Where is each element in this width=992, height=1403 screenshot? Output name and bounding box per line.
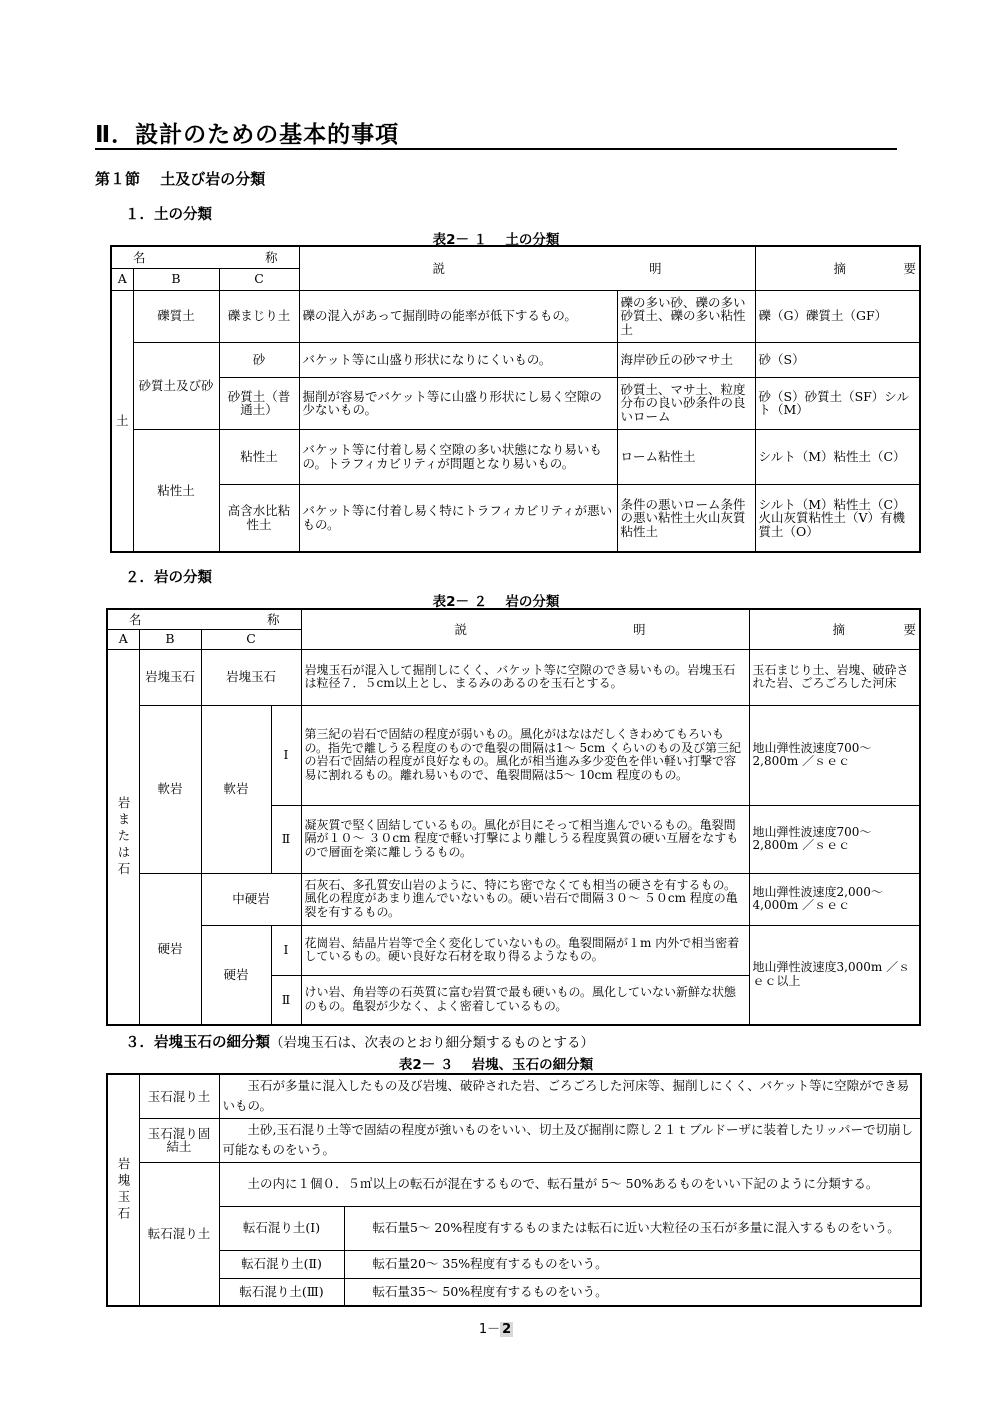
rock-summary-soft-1: 地山弾性波速度700～ 2,800m ／ｓｅｃ <box>749 705 920 805</box>
soil-b-clay: 粘性土 <box>133 429 219 552</box>
rock-desc-boulder: 岩塊玉石が混入して掘削しにくく、バケット等に空隙のでき易いもの。岩塊玉石は粒径７．５cm以上とし、まるみのあるのを玉石とする。 <box>301 649 749 705</box>
soil-header-b: B <box>133 268 219 290</box>
boulder-caption: 表2－ ３ 岩塊、玉石の細分類 <box>398 1057 594 1073</box>
rock-c-hard: 硬岩 <box>201 925 271 1025</box>
soil-heading: １．土の分類 <box>125 207 212 223</box>
rock-heading: ２．岩の分類 <box>125 570 212 586</box>
section-title: 第１節 土及び岩の分類 <box>95 170 266 188</box>
page-number <box>0 1318 992 1337</box>
soil-summary-sandy: 砂（S）砂質土（SF）シルト（M） <box>755 377 920 429</box>
page-number-prefix: 1－ <box>478 1322 501 1337</box>
boulder-heading-note: （岩塊玉石は、次表のとおり細分類するものとする） <box>270 1035 594 1051</box>
rock-b-hard: 硬岩 <box>139 873 201 1025</box>
soil-summary-sand: 砂（S） <box>755 342 920 377</box>
boulder-row3-label: 転石混り土 <box>139 1162 219 1306</box>
rock-summary-boulder: 玉石まじり土、岩塊、破砕された岩、ごろごろした河床 <box>749 649 920 705</box>
rock-header-a: A <box>107 629 139 649</box>
boulder-k3-label: 転石混り土(Ⅲ) <box>219 1278 344 1306</box>
boulder-row2-desc: 土砂,玉石混り土等で固結の程度が強いものをいい、切土及び掘削に際し２１ｔブルドーザに装着したリッパーで切崩し可能なものをいう。 <box>219 1118 921 1162</box>
rock-c-medium: 中硬岩 <box>201 873 301 925</box>
soil-table <box>110 245 921 553</box>
rock-summary-hard: 地山弾性波速度3,000m ／ｓｅｃ以上 <box>749 925 920 1025</box>
soil-b-gravel: 礫質土 <box>133 290 219 342</box>
rock-summary-medium: 地山弾性波速度2,000～ 4,000m ／ｓｅｃ <box>749 873 920 925</box>
rock-header-c: C <box>201 629 301 649</box>
boulder-k1-desc: 転石量5～ 20%程度有するものまたは転石に近い大粒径の玉石が多量に混入するものをいう。 <box>344 1206 921 1250</box>
rock-summary-soft-2: 地山弾性波速度700～ 2,800m ／ｓｅｃ <box>749 805 920 873</box>
soil-caption: 表2－ １ 土の分類 <box>432 232 560 248</box>
boulder-row1-label: 玉石混り土 <box>139 1074 219 1118</box>
rock-grade-hard-1: Ⅰ <box>271 925 301 975</box>
rock-c-boulder: 岩塊玉石 <box>201 649 301 705</box>
rock-header-b: B <box>139 629 201 649</box>
soil-desc-wet: バケット等に付着し易く特にトラフィカビリティが悪いもの。 <box>299 484 617 552</box>
soil-category-a: 土 <box>111 290 133 552</box>
soil-c-sand: 砂 <box>219 342 299 377</box>
rock-table <box>106 608 921 1026</box>
soil-summary-wet: シルト（M）粘性土（C）火山灰質粘性土（V）有機質土（O） <box>755 484 920 552</box>
soil-header-summary: 摘 要 <box>755 246 920 290</box>
soil-example-sand: 海岸砂丘の砂マサ土 <box>617 342 755 377</box>
soil-example-sandy: 砂質土、マサ土、粒度分布の良い砂条件の良いローム <box>617 377 755 429</box>
boulder-table <box>106 1073 922 1307</box>
soil-desc-sand: バケット等に山盛り形状になりにくいもの。 <box>299 342 617 377</box>
soil-desc-clay: バケット等に付着し易く空隙の多い状態になり易いもの。トラフィカビリティが問題となり易いもの。 <box>299 429 617 484</box>
rock-desc-medium: 石灰石、多孔質安山岩のように、特にち密でなくても相当の硬さを有するもの。風化の程度があまり進んでいないもの。硬い岩石で間隔３０～ ５０cm 程度の亀裂を有するもの。 <box>301 873 749 925</box>
boulder-heading: ３．岩塊玉石の細分類（岩塊玉石は、次表のとおり細分類するものとする） <box>125 1035 594 1051</box>
soil-desc-sandy: 掘削が容易でバケット等に山盛り形状にし易く空隙の少ないもの。 <box>299 377 617 429</box>
rock-grade-soft-1: Ⅰ <box>271 705 301 805</box>
rock-header-name: 名 称 <box>107 609 301 629</box>
boulder-row2-label: 玉石混り固結土 <box>139 1118 219 1162</box>
soil-header-c: C <box>219 268 299 290</box>
rock-header-desc: 説 明 <box>301 609 749 649</box>
boulder-k3-desc: 転石量35～ 50%程度有するものをいう。 <box>344 1278 921 1306</box>
boulder-category-a: 岩塊玉石 <box>107 1074 139 1306</box>
rock-caption: 表2－ ２ 岩の分類 <box>432 594 560 610</box>
soil-header-desc: 説 明 <box>299 246 755 290</box>
soil-example-wet: 条件の悪いローム条件の悪い粘性土火山灰質粘性土 <box>617 484 755 552</box>
rock-category-a: 岩または石 <box>107 649 139 1025</box>
rock-c-soft: 軟岩 <box>201 705 271 873</box>
soil-b-sand: 砂質土及び砂 <box>133 342 219 429</box>
soil-c-gravel: 礫まじり土 <box>219 290 299 342</box>
title-rule <box>95 148 897 150</box>
soil-example-gravel: 礫の多い砂、礫の多い砂質土、礫の多い粘性土 <box>617 290 755 342</box>
soil-example-clay: ローム粘性土 <box>617 429 755 484</box>
page-number-value: 2 <box>502 1322 512 1337</box>
soil-c-wet: 高含水比粘性土 <box>219 484 299 552</box>
page-title: Ⅱ．設計のための基本的事項 <box>95 122 400 148</box>
rock-desc-hard-2: けい岩、角岩等の石英質に富む岩質で最も硬いもの。風化していない新鮮な状態のもの。亀裂が少なく、よく密着しているもの。 <box>301 975 749 1025</box>
soil-summary-gravel: 礫（G）礫質土（GF） <box>755 290 920 342</box>
boulder-k2-desc: 転石量20～ 35%程度有するものをいう。 <box>344 1250 921 1278</box>
soil-summary-clay: シルト（M）粘性土（C） <box>755 429 920 484</box>
boulder-row3-desc: 土の内に１個０．５㎥以上の転石が混在するもので、転石量が 5～ 50%あるものをいい下記のように分類する。 <box>219 1162 921 1206</box>
rock-header-summary: 摘 要 <box>749 609 920 649</box>
rock-desc-soft-1: 第三紀の岩石で固結の程度が弱いもの。風化がはなはだしくきわめてもろいもの。指先で離しうる程度のもので亀裂の間隔は1～ 5cm くらいのもの及び第三紀の岩石で固結の程度が良好なもの。風化が相当進み多少変色を伴い軽い打撃で容易に割れるもの。離れ易いもので、亀裂間隔は5～ 10cm 程度のもの。 <box>301 705 749 805</box>
rock-b-soft: 軟岩 <box>139 705 201 873</box>
soil-desc-gravel: 礫の混入があって掘削時の能率が低下するもの。 <box>299 290 617 342</box>
soil-header-a: A <box>111 268 133 290</box>
rock-grade-soft-2: Ⅱ <box>271 805 301 873</box>
rock-desc-hard-1: 花崗岩、結晶片岩等で全く変化していないもの。亀裂間隔が１m 内外で相当密着しているもの。硬い良好な石材を取り得るようなもの。 <box>301 925 749 975</box>
boulder-k1-label: 転石混り土(Ⅰ) <box>219 1206 344 1250</box>
boulder-k2-label: 転石混り土(Ⅱ) <box>219 1250 344 1278</box>
soil-c-clay: 粘性土 <box>219 429 299 484</box>
rock-desc-soft-2: 凝灰質で堅く固結しているもの。風化が目にそって相当進んでいるもの。亀裂間隔が１０～ ３０cm 程度で軽い打撃により離しうる程度異質の硬い互層をなすもので層面を楽に離しうるもの。 <box>301 805 749 873</box>
soil-c-sandy: 砂質土（普通土） <box>219 377 299 429</box>
soil-header-name: 名 称 <box>111 246 299 268</box>
rock-b-boulder: 岩塊玉石 <box>139 649 201 705</box>
boulder-row1-desc: 玉石が多量に混入したもの及び岩塊、破砕された岩、ごろごろした河床等、掘削しにくく、バケット等に空隙ができ易いもの。 <box>219 1074 921 1118</box>
rock-grade-hard-2: Ⅱ <box>271 975 301 1025</box>
